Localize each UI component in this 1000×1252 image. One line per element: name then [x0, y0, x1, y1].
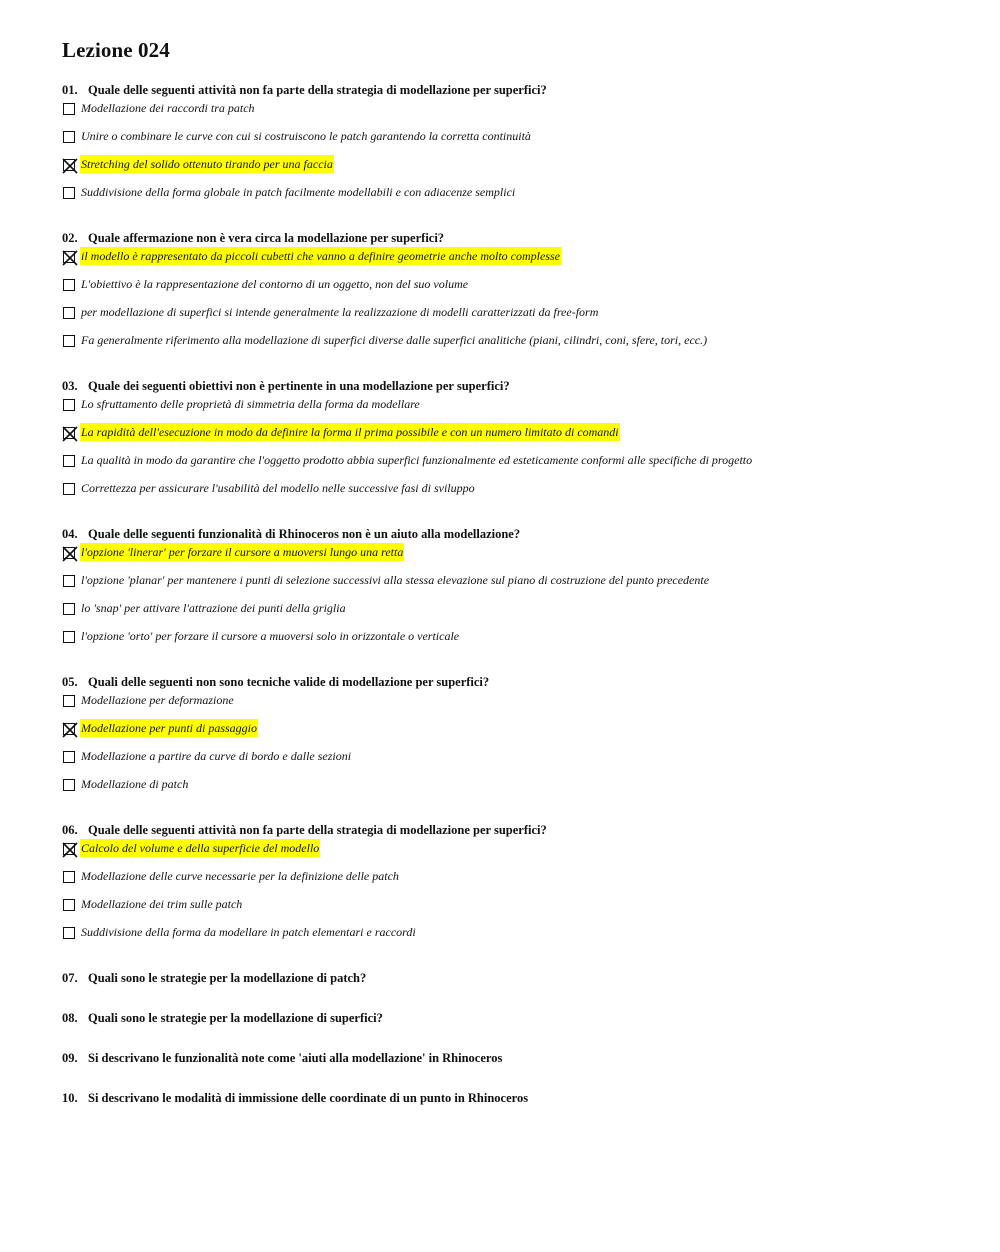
checkbox-icon[interactable]	[63, 927, 75, 939]
answer-text: il modello è rappresentato da piccoli cubetti che vanno a definire geometrie anche molto complesse	[81, 249, 560, 263]
checkbox-icon[interactable]	[63, 631, 75, 643]
answer-text: per modellazione di superfici si intende generalmente la realizzazione di modelli caratterizzati da free-form	[81, 305, 599, 319]
answer-text: l'opzione 'linerar' per forzare il cursore a muoversi lungo una retta	[81, 545, 404, 559]
question-1	[62, 81, 962, 211]
question-number: 10.	[62, 1091, 78, 1105]
question-text: Quale affermazione non è vera circa la modellazione per superfici?	[88, 231, 445, 245]
checkbox-icon[interactable]	[63, 899, 75, 911]
question-text: Quali sono le strategie per la modellazione di patch?	[88, 971, 367, 985]
answer-option[interactable]	[62, 183, 962, 211]
answer-text: l'opzione 'orto' per forzare il cursore a muoversi solo in orizzontale o verticale	[81, 629, 460, 643]
checkbox-icon[interactable]	[63, 307, 75, 319]
answer-option[interactable]	[62, 155, 962, 183]
checked-checkbox-icon[interactable]	[63, 547, 75, 559]
open-question-8	[62, 1009, 962, 1027]
answer-text: Suddivisione della forma globale in patch facilmente modellabili e con adiacenze semplici	[81, 185, 516, 199]
answer-option[interactable]	[62, 571, 962, 599]
checkbox-icon[interactable]	[63, 779, 75, 791]
answer-text: Modellazione per punti di passaggio	[81, 721, 257, 735]
answer-option[interactable]	[62, 479, 962, 507]
question-number: 08.	[62, 1011, 78, 1025]
question-6	[62, 821, 962, 951]
answer-option[interactable]	[62, 691, 962, 719]
question-text: Si descrivano le funzionalità note come 'aiuti alla modellazione' in Rhinoceros	[88, 1051, 503, 1065]
open-question-10	[62, 1089, 962, 1107]
cross-mark-icon	[62, 842, 78, 858]
answer-option[interactable]	[62, 303, 962, 331]
question-4	[62, 525, 962, 655]
answer-text: Modellazione a partire da curve di bordo e dalle sezioni	[81, 749, 352, 763]
answer-option[interactable]	[62, 423, 962, 451]
answer-option[interactable]	[62, 99, 962, 127]
open-question-9	[62, 1049, 962, 1067]
checkbox-icon[interactable]	[63, 399, 75, 411]
question-list	[62, 81, 962, 951]
question-heading	[62, 81, 962, 99]
cross-mark-icon	[62, 250, 78, 266]
question-text: Quale delle seguenti attività non fa parte della strategia di modellazione per superfici?	[88, 83, 547, 97]
checkbox-icon[interactable]	[63, 871, 75, 883]
question-text: Si descrivano le modalità di immissione delle coordinate di un punto in Rhinoceros	[88, 1091, 529, 1105]
question-text: Quali delle seguenti non sono tecniche valide di modellazione per superfici?	[88, 675, 490, 689]
answer-option[interactable]	[62, 599, 962, 627]
answer-text: Modellazione dei trim sulle patch	[81, 897, 243, 911]
checked-checkbox-icon[interactable]	[63, 723, 75, 735]
answer-option[interactable]	[62, 543, 962, 571]
answer-option[interactable]	[62, 775, 962, 803]
question-heading	[62, 821, 962, 839]
open-question-list	[62, 969, 962, 1107]
question-text: Quale delle seguenti attività non fa parte della strategia di modellazione per superfici?	[88, 823, 547, 837]
question-number: 02.	[62, 231, 78, 245]
answer-option[interactable]	[62, 451, 962, 479]
question-number: 04.	[62, 527, 78, 541]
cross-mark-icon	[62, 722, 78, 738]
question-heading	[62, 229, 962, 247]
answer-option[interactable]	[62, 275, 962, 303]
checkbox-icon[interactable]	[63, 279, 75, 291]
answer-text: Modellazione dei raccordi tra patch	[81, 101, 255, 115]
answer-text: L'obiettivo è la rappresentazione del contorno di un oggetto, non del suo volume	[81, 277, 469, 291]
question-heading	[62, 673, 962, 691]
answer-option[interactable]	[62, 923, 962, 951]
question-text: Quale delle seguenti funzionalità di Rhinoceros non è un aiuto alla modellazione?	[88, 527, 521, 541]
document-page	[62, 38, 962, 1129]
question-5	[62, 673, 962, 803]
question-3	[62, 377, 962, 507]
answer-option[interactable]	[62, 395, 962, 423]
answer-text: Modellazione di patch	[81, 777, 189, 791]
question-number: 09.	[62, 1051, 78, 1065]
cross-mark-icon	[62, 426, 78, 442]
checkbox-icon[interactable]	[63, 603, 75, 615]
question-heading	[62, 525, 962, 543]
answer-text: La qualità in modo da garantire che l'oggetto prodotto abbia superfici funzionalmente ed esteticamente conformi alle specifiche di progetto	[81, 453, 753, 467]
checked-checkbox-icon[interactable]	[63, 251, 75, 263]
question-text: Quali sono le strategie per la modellazione di superfici?	[88, 1011, 383, 1025]
answer-text: l'opzione 'planar' per mantenere i punti di selezione successivi alla stessa elevazione sul piano di costruzione del punto precedente	[81, 573, 710, 587]
checkbox-icon[interactable]	[63, 103, 75, 115]
checkbox-icon[interactable]	[63, 455, 75, 467]
cross-mark-icon	[62, 546, 78, 562]
answer-text: lo 'snap' per attivare l'attrazione dei punti della griglia	[81, 601, 346, 615]
checked-checkbox-icon[interactable]	[63, 159, 75, 171]
checkbox-icon[interactable]	[63, 131, 75, 143]
question-2	[62, 229, 962, 359]
checkbox-icon[interactable]	[63, 187, 75, 199]
checkbox-icon[interactable]	[63, 695, 75, 707]
question-number: 06.	[62, 823, 78, 837]
checkbox-icon[interactable]	[63, 751, 75, 763]
answer-text: Correttezza per assicurare l'usabilità del modello nelle successive fasi di sviluppo	[81, 481, 475, 495]
open-question-7	[62, 969, 962, 987]
question-number: 05.	[62, 675, 78, 689]
question-number: 01.	[62, 83, 78, 97]
answer-text: La rapidità dell'esecuzione in modo da definire la forma il prima possibile e con un numero limitato di comandi	[81, 425, 619, 439]
question-number: 07.	[62, 971, 78, 985]
answer-option[interactable]	[62, 627, 962, 655]
question-number: 03.	[62, 379, 78, 393]
answer-text: Fa generalmente riferimento alla modellazione di superfici diverse dalle superfici analitiche (piani, cilindri, coni, sfere, tori, ecc.)	[81, 333, 708, 347]
lesson-title: Lezione 024	[62, 38, 170, 62]
answer-option[interactable]	[62, 867, 962, 895]
cross-mark-icon	[62, 158, 78, 174]
answer-text: Modellazione per deformazione	[81, 693, 234, 707]
answer-option[interactable]	[62, 747, 962, 775]
answer-text: Suddivisione della forma da modellare in patch elementari e raccordi	[81, 925, 416, 939]
answer-option[interactable]	[62, 895, 962, 923]
checkbox-icon[interactable]	[63, 483, 75, 495]
answer-text: Lo sfruttamento delle proprietà di simmetria della forma da modellare	[81, 397, 420, 411]
answer-text: Stretching del solido ottenuto tirando per una faccia	[81, 157, 333, 171]
answer-option[interactable]	[62, 719, 962, 747]
answer-option[interactable]	[62, 127, 962, 155]
answer-text: Unire o combinare le curve con cui si costruiscono le patch garantendo la corretta continuità	[81, 129, 531, 143]
question-heading	[62, 377, 962, 395]
answer-text: Calcolo del volume e della superficie del modello	[81, 841, 320, 855]
answer-option[interactable]	[62, 247, 962, 275]
checked-checkbox-icon[interactable]	[63, 843, 75, 855]
checked-checkbox-icon[interactable]	[63, 427, 75, 439]
answer-text: Modellazione delle curve necessarie per la definizione delle patch	[81, 869, 399, 883]
answer-option[interactable]	[62, 839, 962, 867]
answer-option[interactable]	[62, 331, 962, 359]
checkbox-icon[interactable]	[63, 335, 75, 347]
checkbox-icon[interactable]	[63, 575, 75, 587]
question-text: Quale dei seguenti obiettivi non è pertinente in una modellazione per superfici?	[88, 379, 510, 393]
